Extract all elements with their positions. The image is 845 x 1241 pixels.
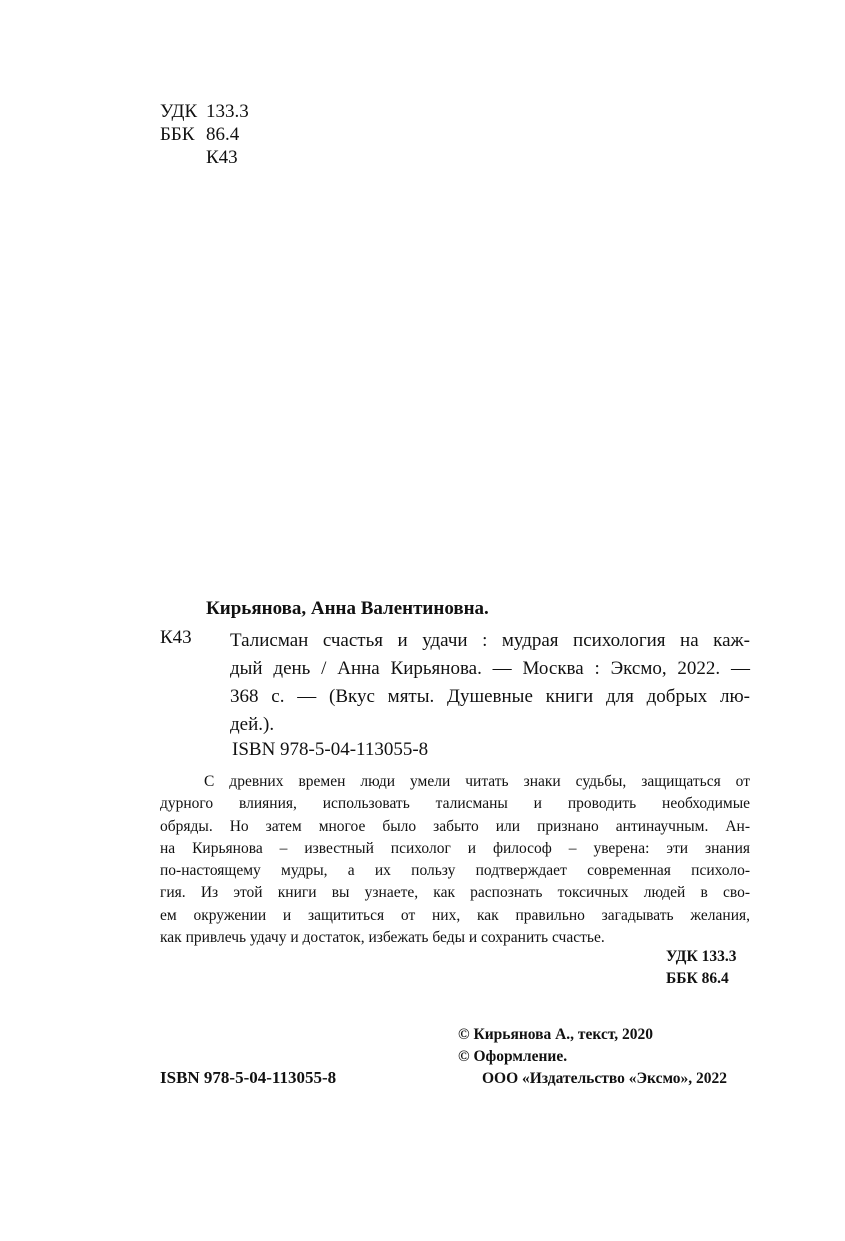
copyright-block: [458, 1024, 727, 1090]
bbk-row: [160, 123, 249, 146]
isbn-bottom: ISBN 978-5-04-113055-8: [160, 1068, 337, 1087]
annotation: [160, 771, 750, 949]
annotation-line: по-настоящему мудры, а их пользу подтверждает современная психоло-: [160, 862, 750, 880]
annotation-line: С древних времен люди умели читать знаки судьбы, защищаться от: [204, 773, 750, 790]
author-heading: Кирьянова, Анна Валентиновна.: [206, 598, 489, 619]
annotation-line: обряды. Но затем многое было забыто или признано антинаучным. Ан-: [160, 817, 750, 835]
description-line: 368 с. — (Вкус мяты. Душевные книги для добрых лю-: [230, 686, 750, 707]
classification-codes-bottom: [666, 946, 736, 990]
udk-row: [160, 100, 249, 123]
description-line: Талисман счастья и удачи : мудрая психология на каж-: [230, 630, 750, 651]
bibliographic-description: [230, 627, 750, 739]
copyright-design: © Оформление.: [458, 1048, 568, 1065]
isbn-main: ISBN 978-5-04-113055-8: [232, 739, 429, 760]
bbk-label: ББК: [160, 124, 195, 145]
udk-bottom: УДК 133.3: [666, 948, 737, 965]
annotation-line: гия. Из этой книги вы узнаете, как распознать токсичных людей в сво-: [160, 884, 750, 902]
description-line: дый день / Анна Кирьянова. — Москва : Эксмо, 2022. —: [230, 658, 750, 679]
classification-codes-top: [160, 100, 249, 169]
copyright-text: © Кирьянова А., текст, 2020: [458, 1026, 654, 1043]
annotation-line: дурного влияния, использовать талисманы и проводить необходимые: [160, 795, 750, 813]
author-code-top: К43: [206, 147, 238, 168]
annotation-line: как привлечь удачу и достаток, избежать беды и сохранить счастье.: [160, 929, 605, 947]
author-code-row: [160, 146, 249, 169]
annotation-line: на Кирьянова – известный психолог и философ – уверена: эти знания: [160, 839, 750, 857]
annotation-line: ем окружении и защититься от них, как правильно загадывать желания,: [160, 906, 750, 924]
copyright-publisher: ООО «Издательство «Эксмо», 2022: [482, 1070, 728, 1087]
author-code: К43: [160, 627, 192, 648]
bbk-value: 86.4: [206, 124, 240, 145]
udk-label: УДК: [160, 101, 198, 122]
bbk-bottom: ББК 86.4: [666, 970, 729, 987]
description-line: дей.).: [230, 714, 275, 735]
udk-value: 133.3: [206, 101, 249, 122]
